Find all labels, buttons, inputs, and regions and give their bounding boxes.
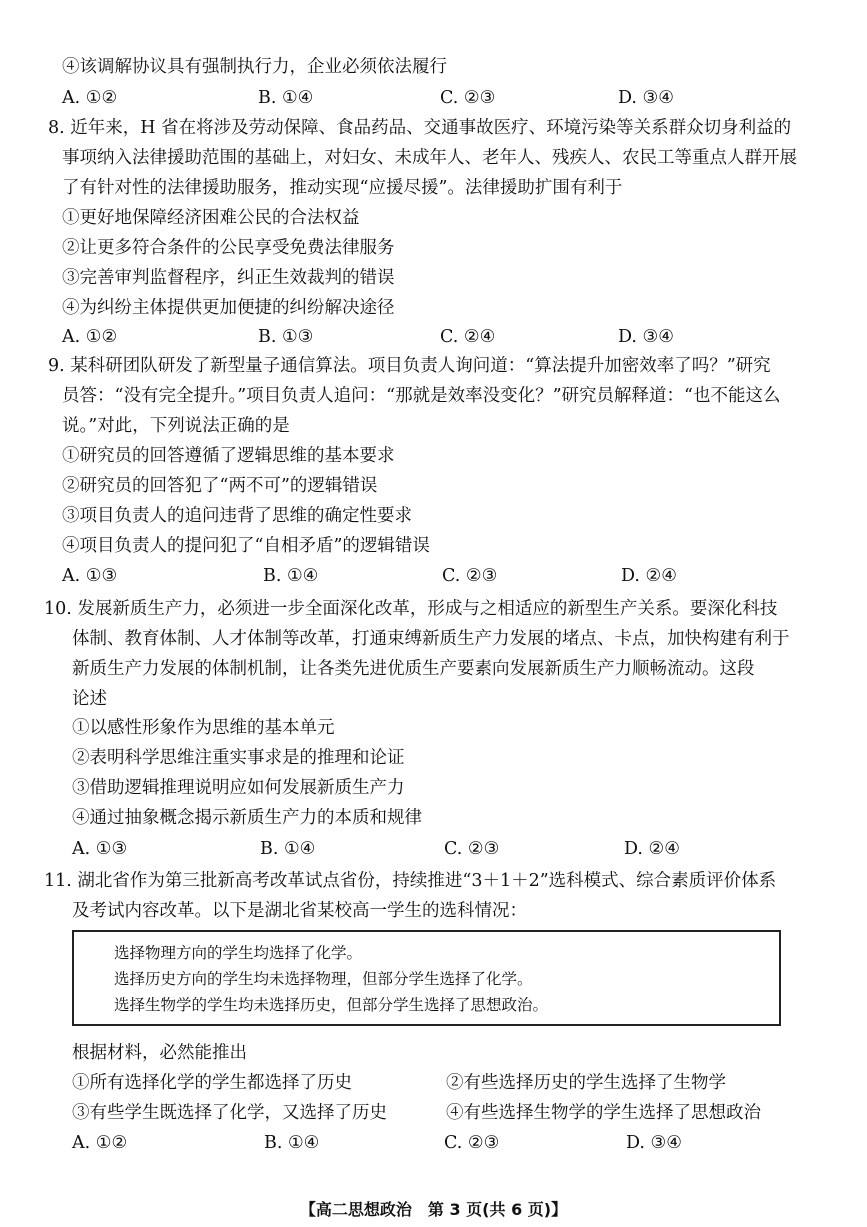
q10-item-4: ④通过抽象概念揭示新质生产力的本质和规律 [72, 808, 422, 828]
q10-option-b: B. ①④ [260, 839, 316, 859]
q11-material-line-1: 选择物理方向的学生均选择了化学。 [114, 944, 363, 962]
q9-option-b: B. ①④ [263, 566, 319, 586]
q9-item-1: ①研究员的回答遵循了逻辑思维的基本要求 [62, 446, 395, 466]
q9-stem-line-2: 员答：“没有完全提升。”项目负责人追问：“那就是效率没变化？”研究员解释道：“也不能这么 [62, 386, 781, 406]
q10-option-d: D. ②④ [624, 839, 680, 859]
q8-item-1: ①更好地保障经济困难公民的合法权益 [62, 208, 360, 228]
q8-options [62, 326, 842, 348]
q11-material-line-2: 选择历史方向的学生均未选择物理，但部分学生选择了化学。 [114, 970, 533, 988]
page-footer: 【高二思想政治 第 3 页(共 6 页)】 [299, 1200, 568, 1219]
q8-item-2: ②让更多符合条件的公民享受免费法律服务 [62, 238, 395, 258]
q7-item-4: ④该调解协议具有强制执行力，企业必须依法履行 [62, 57, 447, 77]
q8-stem-line-1: 8. 近年来，H 省在将涉及劳动保障、食品药品、交通事故医疗、环境污染等关系群众切身利益的 [48, 118, 792, 138]
q7-option-c: C. ②③ [440, 88, 496, 108]
q8-item-4: ④为纠纷主体提供更加便捷的纠纷解决途径 [62, 298, 395, 318]
q11-option-c: C. ②③ [444, 1133, 500, 1153]
q10-item-1: ①以感性形象作为思维的基本单元 [72, 718, 335, 738]
q9-option-c: C. ②③ [442, 566, 498, 586]
q7-option-d: D. ③④ [618, 88, 674, 108]
q9-stem-line-3: 说。”对此，下列说法正确的是 [62, 416, 290, 436]
q9-options [62, 565, 842, 587]
q11-item-1: ①所有选择化学的学生都选择了历史 [72, 1073, 352, 1093]
q11-item-3: ③有些学生既选择了化学，又选择了历史 [72, 1103, 387, 1123]
q11-stem-line-2: 及考试内容改革。以下是湖北省某校高一学生的选科情况： [72, 901, 527, 921]
q8-option-d: D. ③④ [618, 327, 674, 347]
q10-item-2: ②表明科学思维注重实事求是的推理和论证 [72, 748, 405, 768]
q11-option-a: A. ①② [72, 1133, 128, 1153]
q8-stem-line-2: 事项纳入法律援助范围的基础上，对妇女、未成年人、老年人、残疾人、农民工等重点人群开展 [62, 148, 797, 168]
q11-item-4: ④有些选择生物学的学生选择了思想政治 [446, 1103, 761, 1123]
q10-options [72, 838, 842, 860]
q11-lead: 根据材料，必然能推出 [72, 1043, 247, 1063]
q10-item-3: ③借助逻辑推理说明应如何发展新质生产力 [72, 778, 405, 798]
q8-option-c: C. ②④ [440, 327, 496, 347]
q9-stem-line-1: 9. 某科研团队研发了新型量子通信算法。项目负责人询问道：“算法提升加密效率了吗？”研究 [48, 356, 771, 376]
q11-material-box [72, 930, 781, 1026]
q9-option-d: D. ②④ [621, 566, 677, 586]
q7-options [62, 87, 842, 109]
q11-option-b: B. ①④ [264, 1133, 320, 1153]
q9-option-a: A. ①③ [62, 566, 118, 586]
q7-option-a: A. ①② [62, 88, 118, 108]
q8-stem-line-3: 了有针对性的法律援助服务，推动实现“应援尽援”。法律援助扩围有利于 [62, 178, 623, 198]
q9-item-4: ④项目负责人的提问犯了“自相矛盾”的逻辑错误 [62, 536, 430, 556]
q10-stem-line-1: 10. 发展新质生产力，必须进一步全面深化改革，形成与之相适应的新型生产关系。要深化科技 [44, 599, 778, 619]
q11-option-d: D. ③④ [626, 1133, 682, 1153]
q8-item-3: ③完善审判监督程序，纠正生效裁判的错误 [62, 268, 395, 288]
q11-options [72, 1132, 842, 1154]
q11-material-line-3: 选择生物学的学生均未选择历史，但部分学生选择了思想政治。 [114, 996, 549, 1014]
q9-item-3: ③项目负责人的追问违背了思维的确定性要求 [62, 506, 412, 526]
q9-item-2: ②研究员的回答犯了“两不可”的逻辑错误 [62, 476, 378, 496]
q10-stem-line-4: 论述 [72, 689, 107, 709]
q8-option-a: A. ①② [62, 327, 118, 347]
q10-stem-line-3: 新质生产力发展的体制机制，让各类先进优质生产要素向发展新质生产力顺畅流动。这段 [72, 659, 755, 679]
q10-stem-line-2: 体制、教育体制、人才体制等改革，打通束缚新质生产力发展的堵点、卡点，加快构建有利于 [72, 629, 790, 649]
q10-option-a: A. ①③ [72, 839, 128, 859]
q10-option-c: C. ②③ [444, 839, 500, 859]
q7-option-b: B. ①④ [258, 88, 314, 108]
q8-option-b: B. ①③ [258, 327, 314, 347]
q11-item-2: ②有些选择历史的学生选择了生物学 [446, 1073, 726, 1093]
q11-stem-line-1: 11. 湖北省作为第三批新高考改革试点省份，持续推进“3＋1＋2”选科模式、综合素质评价体系 [44, 871, 777, 891]
